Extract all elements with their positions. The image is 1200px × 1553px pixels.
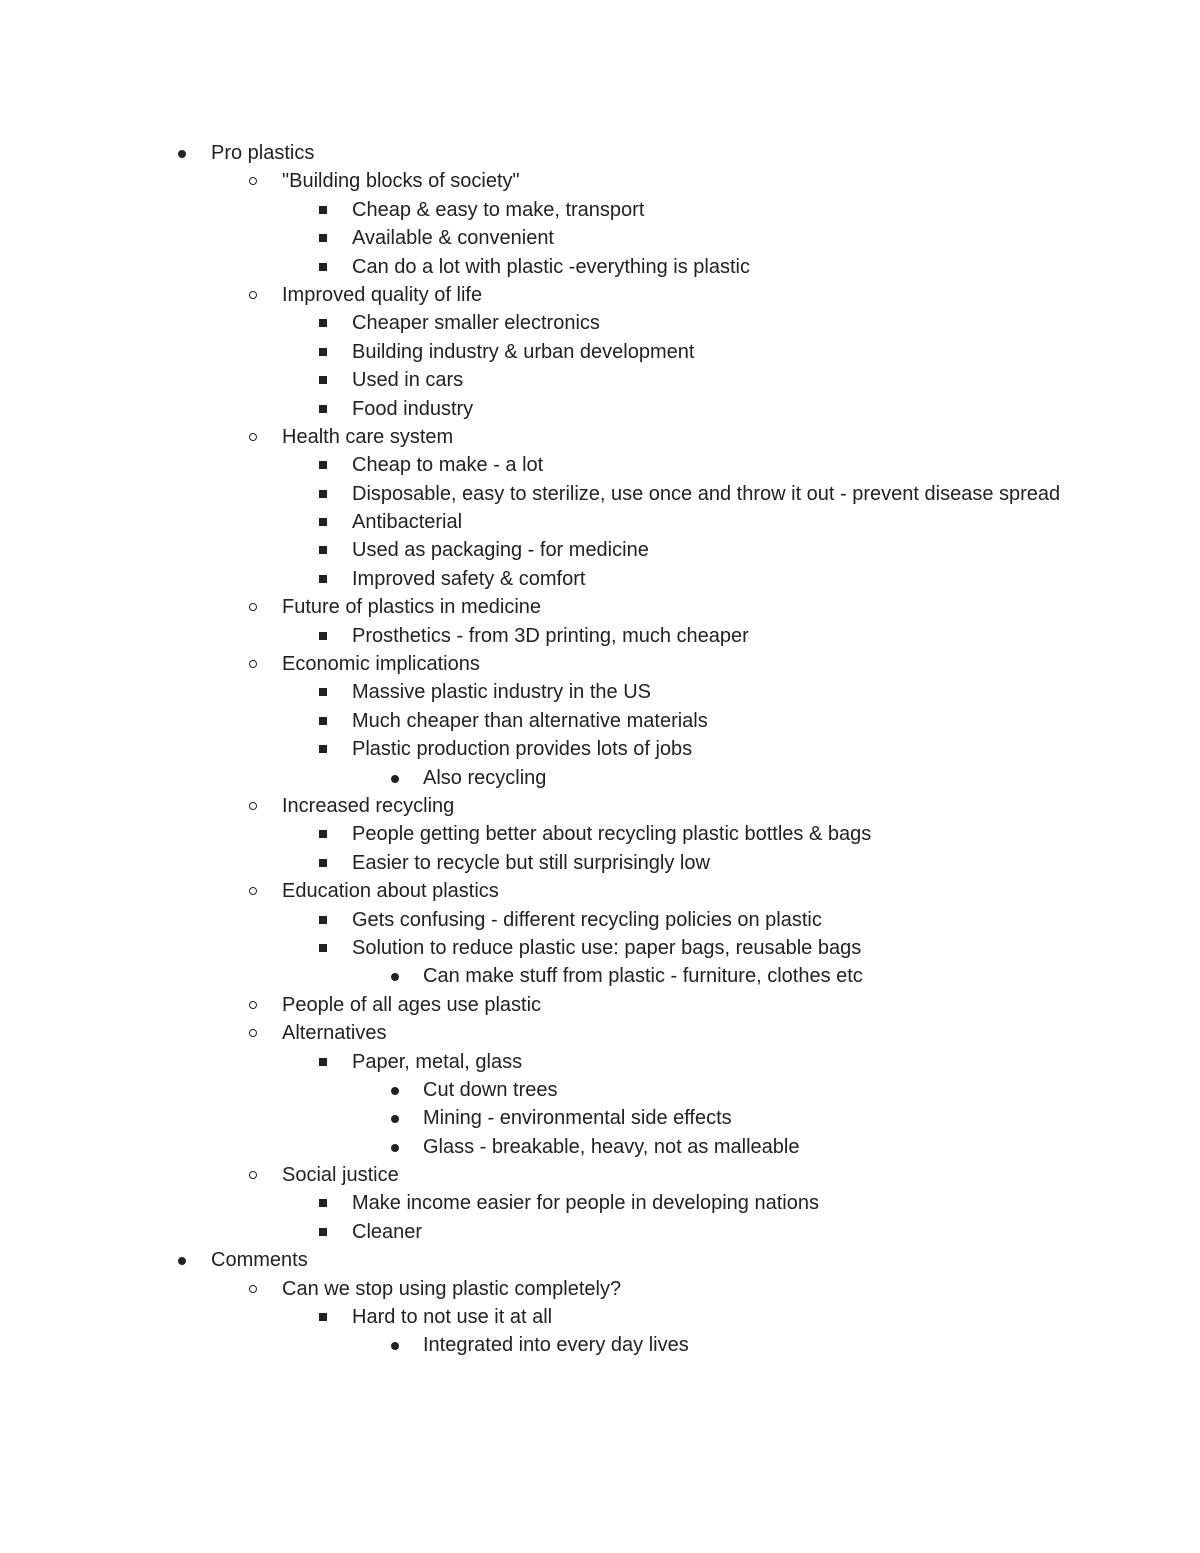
filled-disc-bullet-icon <box>178 1257 186 1265</box>
outline-item-level-2 <box>0 366 1200 394</box>
outline-item-text: Can we stop using plastic completely? <box>282 1277 622 1300</box>
outline-item-level-3 <box>0 1104 1200 1132</box>
filled-disc-bullet-icon <box>391 1087 399 1095</box>
filled-square-bullet-icon <box>319 518 327 526</box>
outline-item-level-2 <box>0 1048 1200 1076</box>
outline-item-text: People getting better about recycling plastic bottles & bags <box>352 823 872 846</box>
outline-item-level-2 <box>0 309 1200 337</box>
filled-square-bullet-icon <box>319 575 327 583</box>
filled-square-bullet-icon <box>319 206 327 214</box>
filled-square-bullet-icon <box>319 263 327 271</box>
outline-item-level-2 <box>0 565 1200 593</box>
outline-item-level-2 <box>0 253 1200 281</box>
outline-item-text: Solution to reduce plastic use: paper bags, reusable bags <box>352 936 862 959</box>
filled-disc-bullet-icon <box>391 775 399 783</box>
filled-disc-bullet-icon <box>391 1144 399 1152</box>
outline-item-text: Glass - breakable, heavy, not as malleable <box>423 1135 800 1158</box>
outline-item-text: Building industry & urban development <box>352 340 695 363</box>
hollow-circle-bullet-icon <box>249 1171 257 1179</box>
outline-item-level-1 <box>0 593 1200 621</box>
outline-item-text: Economic implications <box>282 653 480 676</box>
outline-item-level-1 <box>0 423 1200 451</box>
outline-item-level-2 <box>0 224 1200 252</box>
outline-item-text: Plastic production provides lots of jobs <box>352 738 693 761</box>
filled-square-bullet-icon <box>319 461 327 469</box>
hollow-circle-bullet-icon <box>249 1285 257 1293</box>
outline-item-text: Much cheaper than alternative materials <box>352 709 708 732</box>
filled-square-bullet-icon <box>319 490 327 498</box>
document-outline <box>0 139 1200 1360</box>
outline-item-level-2 <box>0 1218 1200 1246</box>
outline-item-text: Make income easier for people in developing nations <box>352 1192 819 1215</box>
outline-item-text: Cheap & easy to make, transport <box>352 198 645 221</box>
outline-item-text: Social justice <box>282 1164 399 1187</box>
outline-item-level-2 <box>0 934 1200 962</box>
filled-square-bullet-icon <box>319 745 327 753</box>
outline-item-text: Cheap to make - a lot <box>352 454 544 477</box>
outline-item-level-2 <box>0 820 1200 848</box>
outline-item-level-2 <box>0 480 1200 508</box>
outline-item-level-3 <box>0 1331 1200 1359</box>
outline-item-text: Increased recycling <box>282 795 455 817</box>
outline-item-text: Alternatives <box>282 1022 387 1045</box>
filled-square-bullet-icon <box>319 632 327 640</box>
outline-item-text: Food industry <box>352 397 474 420</box>
filled-disc-bullet-icon <box>391 1342 399 1350</box>
outline-item-level-2 <box>0 451 1200 479</box>
outline-item-level-2 <box>0 849 1200 877</box>
outline-item-level-2 <box>0 678 1200 706</box>
outline-item-level-1 <box>0 877 1200 905</box>
filled-square-bullet-icon <box>319 319 327 327</box>
filled-disc-bullet-icon <box>178 150 186 158</box>
outline-item-text: Improved quality of life <box>282 283 483 306</box>
outline-item-level-1 <box>0 1161 1200 1189</box>
outline-item-text: Used as packaging - for medicine <box>352 539 649 562</box>
outline-item-level-1 <box>0 1275 1200 1303</box>
outline-item-level-3 <box>0 764 1200 792</box>
outline-item-text: Can make stuff from plastic - furniture, clothes etc <box>423 965 863 988</box>
hollow-circle-bullet-icon <box>249 1029 257 1037</box>
hollow-circle-bullet-icon <box>249 433 257 441</box>
filled-square-bullet-icon <box>319 376 327 384</box>
filled-square-bullet-icon <box>319 348 327 356</box>
outline-item-level-1 <box>0 792 1200 820</box>
outline-item-level-1 <box>0 1019 1200 1047</box>
outline-item-text: Antibacterial <box>352 511 463 534</box>
outline-item-level-2 <box>0 536 1200 564</box>
filled-disc-bullet-icon <box>391 973 399 981</box>
filled-square-bullet-icon <box>319 405 327 413</box>
outline-item-text: Available & convenient <box>352 227 554 250</box>
outline-item-level-2 <box>0 707 1200 735</box>
hollow-circle-bullet-icon <box>249 291 257 299</box>
outline-item-text: "Building blocks of society" <box>282 170 520 193</box>
filled-square-bullet-icon <box>319 1228 327 1236</box>
filled-square-bullet-icon <box>319 1313 327 1321</box>
outline-item-text: Also recycling <box>423 766 547 789</box>
outline-item-text: Comments <box>211 1249 308 1272</box>
outline-item-text: People of all ages use plastic <box>282 993 542 1016</box>
filled-square-bullet-icon <box>319 688 327 696</box>
outline-item-text: Cut down trees <box>423 1078 558 1101</box>
outline-item-level-1 <box>0 167 1200 195</box>
outline-item-text: Health care system <box>282 425 454 448</box>
hollow-circle-bullet-icon <box>249 802 257 810</box>
outline-item-level-2 <box>0 1189 1200 1217</box>
hollow-circle-bullet-icon <box>249 1001 257 1009</box>
filled-square-bullet-icon <box>319 1058 327 1066</box>
hollow-circle-bullet-icon <box>249 603 257 611</box>
outline-item-level-1 <box>0 991 1200 1019</box>
outline-item-level-3 <box>0 1076 1200 1104</box>
filled-square-bullet-icon <box>319 916 327 924</box>
outline-item-text: Disposable, easy to sterilize, use once and throw it out - prevent disease spread <box>352 482 1061 505</box>
filled-square-bullet-icon <box>319 944 327 952</box>
outline-item-level-2 <box>0 338 1200 366</box>
hollow-circle-bullet-icon <box>249 660 257 668</box>
outline-item-level-2 <box>0 735 1200 763</box>
outline-item-level-3 <box>0 962 1200 990</box>
outline-item-level-1 <box>0 650 1200 678</box>
outline-item-text: Used in cars <box>352 369 464 392</box>
outline-item-text: Can do a lot with plastic -everything is plastic <box>352 255 750 278</box>
outline-item-text: Paper, metal, glass <box>352 1050 523 1073</box>
outline-item-level-2 <box>0 906 1200 934</box>
outline-item-text: Future of plastics in medicine <box>282 596 542 619</box>
outline-item-text: Pro plastics <box>211 142 315 164</box>
filled-square-bullet-icon <box>319 1199 327 1207</box>
outline-item-text: Improved safety & comfort <box>352 567 586 590</box>
filled-square-bullet-icon <box>319 830 327 838</box>
filled-square-bullet-icon <box>319 234 327 242</box>
filled-disc-bullet-icon <box>391 1115 399 1123</box>
outline-item-text: Education about plastics <box>282 880 499 903</box>
outline-item-level-3 <box>0 1133 1200 1161</box>
outline-item-text: Integrated into every day lives <box>423 1334 689 1357</box>
filled-square-bullet-icon <box>319 859 327 867</box>
filled-square-bullet-icon <box>319 546 327 554</box>
outline-item-level-1 <box>0 281 1200 309</box>
outline-item-level-2 <box>0 622 1200 650</box>
outline-item-level-0 <box>0 139 1200 167</box>
outline-item-text: Cleaner <box>352 1220 423 1243</box>
outline-item-text: Easier to recycle but still surprisingly low <box>352 851 710 874</box>
outline-item-text: Prosthetics - from 3D printing, much cheaper <box>352 624 749 647</box>
filled-square-bullet-icon <box>319 717 327 725</box>
outline-item-level-2 <box>0 196 1200 224</box>
outline-item-level-2 <box>0 508 1200 536</box>
outline-item-text: Gets confusing - different recycling policies on plastic <box>352 908 822 931</box>
outline-item-text: Massive plastic industry in the US <box>352 681 652 704</box>
outline-item-level-0 <box>0 1246 1200 1274</box>
outline-item-text: Cheaper smaller electronics <box>352 312 600 335</box>
outline-item-level-2 <box>0 1303 1200 1331</box>
outline-item-level-2 <box>0 395 1200 423</box>
outline-item-text: Hard to not use it at all <box>352 1306 553 1329</box>
outline-item-text: Mining - environmental side effects <box>423 1107 732 1130</box>
hollow-circle-bullet-icon <box>249 887 257 895</box>
hollow-circle-bullet-icon <box>249 177 257 185</box>
